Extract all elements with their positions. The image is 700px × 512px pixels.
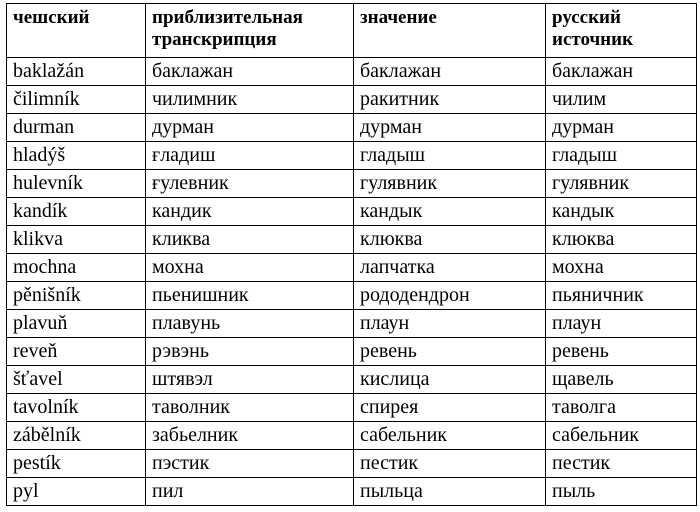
cell-transcription: таволник	[146, 394, 354, 422]
cell-transcription: кандик	[146, 198, 354, 226]
cell-meaning: рододендрон	[354, 282, 546, 310]
cell-russian-source: клюква	[546, 226, 697, 254]
cell-czech: šťavel	[7, 366, 146, 394]
cell-czech: zábělník	[7, 422, 146, 450]
cell-czech: reveň	[7, 338, 146, 366]
table-row	[7, 394, 697, 422]
cell-russian-source: дурман	[546, 114, 697, 142]
cell-czech: plavuň	[7, 310, 146, 338]
cell-russian-source: таволга	[546, 394, 697, 422]
cell-russian-source: гулявник	[546, 170, 697, 198]
word-table-container	[6, 3, 696, 506]
cell-czech: tavolník	[7, 394, 146, 422]
cell-transcription: ғладиш	[146, 142, 354, 170]
table-row	[7, 226, 697, 254]
cell-czech: kandík	[7, 198, 146, 226]
table-row	[7, 114, 697, 142]
table-row	[7, 310, 697, 338]
cell-meaning: сабельник	[354, 422, 546, 450]
table-row	[7, 450, 697, 478]
cell-transcription: пэстик	[146, 450, 354, 478]
cell-transcription: пьенишник	[146, 282, 354, 310]
cell-meaning: гулявник	[354, 170, 546, 198]
cell-russian-source: кандык	[546, 198, 697, 226]
cell-russian-source: плаун	[546, 310, 697, 338]
cell-transcription: пил	[146, 478, 354, 506]
table-body	[7, 58, 697, 506]
cell-transcription: дурман	[146, 114, 354, 142]
cell-czech: čilimník	[7, 86, 146, 114]
cell-meaning: пыльца	[354, 478, 546, 506]
cell-russian-source: пестик	[546, 450, 697, 478]
cell-meaning: пестик	[354, 450, 546, 478]
cell-czech: pěnišník	[7, 282, 146, 310]
cell-czech: mochna	[7, 254, 146, 282]
table-row	[7, 142, 697, 170]
cell-czech: durman	[7, 114, 146, 142]
cell-meaning: ракитник	[354, 86, 546, 114]
cell-transcription: баклажан	[146, 58, 354, 86]
cell-czech: pyl	[7, 478, 146, 506]
cell-transcription: забьелник	[146, 422, 354, 450]
cell-russian-source: щавель	[546, 366, 697, 394]
cell-russian-source: пыль	[546, 478, 697, 506]
header-czech: чешский	[7, 4, 146, 58]
cell-russian-source: чилим	[546, 86, 697, 114]
cell-meaning: баклажан	[354, 58, 546, 86]
header-russian-source: русский источник	[546, 4, 697, 58]
cell-czech: pestík	[7, 450, 146, 478]
cell-russian-source: гладыш	[546, 142, 697, 170]
cell-czech: hulevník	[7, 170, 146, 198]
table-row	[7, 170, 697, 198]
cell-meaning: клюква	[354, 226, 546, 254]
header-meaning: значение	[354, 4, 546, 58]
cell-meaning: ревень	[354, 338, 546, 366]
cell-meaning: дурман	[354, 114, 546, 142]
cell-meaning: кислица	[354, 366, 546, 394]
table-row	[7, 422, 697, 450]
cell-transcription: чилимник	[146, 86, 354, 114]
cell-transcription: штявэл	[146, 366, 354, 394]
header-transcription: приблизительная транскрипция	[146, 4, 354, 58]
table-row	[7, 86, 697, 114]
table-row	[7, 254, 697, 282]
cell-meaning: гладыш	[354, 142, 546, 170]
cell-transcription: мохна	[146, 254, 354, 282]
cell-transcription: ғулевник	[146, 170, 354, 198]
cell-transcription: плавунь	[146, 310, 354, 338]
cell-czech: hladýš	[7, 142, 146, 170]
cell-russian-source: мохна	[546, 254, 697, 282]
table-row	[7, 338, 697, 366]
cell-transcription: кликва	[146, 226, 354, 254]
header-row	[7, 4, 697, 58]
cell-meaning: кандык	[354, 198, 546, 226]
cell-meaning: лапчатка	[354, 254, 546, 282]
cell-czech: baklažán	[7, 58, 146, 86]
cell-meaning: спирея	[354, 394, 546, 422]
table-row	[7, 58, 697, 86]
cell-meaning: плаун	[354, 310, 546, 338]
cell-russian-source: сабельник	[546, 422, 697, 450]
table-row	[7, 282, 697, 310]
table-header	[7, 4, 697, 58]
table-row	[7, 478, 697, 506]
table-row	[7, 198, 697, 226]
table-row	[7, 366, 697, 394]
cell-transcription: рэвэнь	[146, 338, 354, 366]
cell-russian-source: ревень	[546, 338, 697, 366]
etymology-table	[6, 3, 697, 506]
cell-czech: klikva	[7, 226, 146, 254]
cell-russian-source: баклажан	[546, 58, 697, 86]
cell-russian-source: пьяничник	[546, 282, 697, 310]
